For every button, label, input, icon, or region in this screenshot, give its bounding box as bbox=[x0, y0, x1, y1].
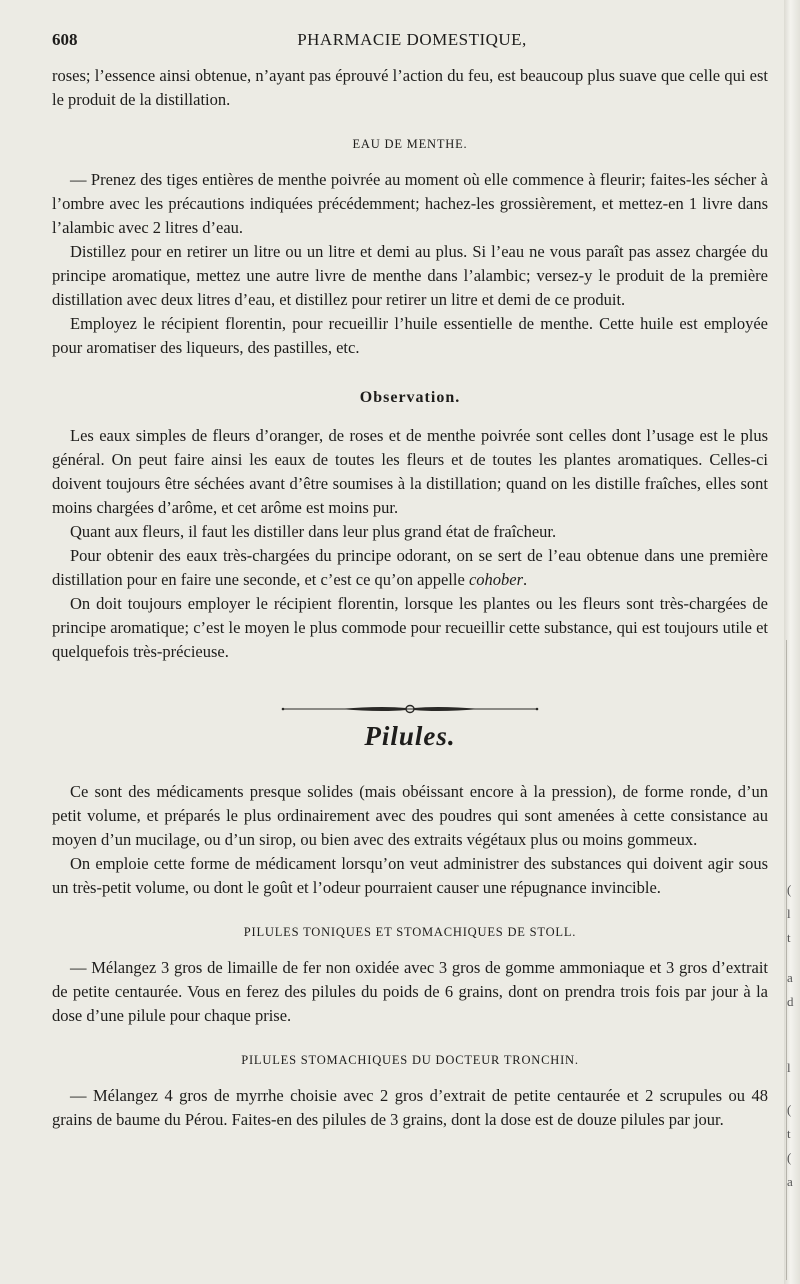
paragraph-distillez: Distillez pour en retirer un litre ou un litre et demi au plus. Si l’eau ne vous paraît pas assez chargée du principe aromatique, mettez une autre livre de menthe dans l’alambic; versez-y le produit de la première distillation avec deux litres d’eau, et distillez pour retirer un litre et demi de ce produit. bbox=[52, 242, 768, 309]
heading-eau-de-menthe: EAU DE MENTHE. bbox=[352, 137, 468, 151]
running-head: PHARMACIE DOMESTIQUE, bbox=[297, 30, 527, 49]
ornamental-rule-graphic bbox=[280, 703, 540, 715]
margin-fragment: l bbox=[787, 1060, 791, 1075]
page-header bbox=[52, 30, 772, 58]
margin-fragment: t bbox=[787, 1126, 791, 1141]
heading-observation: Observation. bbox=[359, 389, 461, 406]
ornamental-rule bbox=[52, 698, 768, 710]
margin-fragment: t bbox=[787, 930, 791, 945]
margin-fragment: l bbox=[787, 906, 791, 921]
paragraph-cohober bbox=[52, 544, 768, 592]
paragraph-roses: roses; l’essence ainsi obtenue, n’ayant pas éprouvé l’action du feu, est beaucoup plus suave que celle qui est le produit de la distillation. bbox=[52, 66, 768, 109]
paragraph-emploi-pilules: On emploie cette forme de médicament lorsqu’on veut administrer des substances qui doivent agir sous un très-petit volume, ou dont le goût et l’odeur pourraient causer une répugnance invincible. bbox=[52, 854, 768, 897]
paragraph-employez: Employez le récipient florentin, pour recueillir l’huile essentielle de menthe. Cette huile est employée pour aromatiser des liqueurs, des pastilles, etc. bbox=[52, 314, 768, 357]
cohober-text-before: Pour obtenir des eaux très-chargées du principe odorant, on se sert de l’eau obtenue dans une première distillation pour en faire une seconde, et c’est ce qu’on appelle bbox=[52, 546, 768, 589]
paragraph-recipient-florentin: On doit toujours employer le récipient florentin, lorsque les plantes ou les fleurs sont très-chargées de principe aromatique; c’est le moyen le plus commode pour recueillir cette substance, qui est toujours utile et quelquefois très-précieuse. bbox=[52, 594, 768, 661]
paragraph-eaux-simples: Les eaux simples de fleurs d’oranger, de roses et de menthe poivrée sont celles dont l’usage est le plus général. On peut faire ainsi les eaux de toutes les fleurs et de toutes les plantes aromatiques. Celles-ci doivent toujours être séchées avant d’être soumises à la distillation; quand on les distille fraîches, elles sont moins chargées d’arôme, et cet arôme est moins pur. bbox=[52, 426, 768, 517]
page-number: 608 bbox=[52, 30, 78, 49]
paragraph-recette-stoll: — Mélangez 3 gros de limaille de fer non oxidée avec 3 gros de gomme ammoniaque et 3 gros d’extrait de petite centaurée. Vous en ferez des pilules du poids de 6 grains, dont on prendra trois fois par jour à la dose d’une pilule pour chaque prise. bbox=[52, 958, 768, 1025]
margin-fragment: a bbox=[787, 1174, 793, 1189]
margin-fragment: ( bbox=[787, 1102, 792, 1117]
margin-fragment: d bbox=[787, 994, 794, 1009]
paragraph-quant-aux-fleurs: Quant aux fleurs, il faut les distiller dans leur plus grand état de fraîcheur. bbox=[70, 522, 557, 541]
paragraph-prenez: — Prenez des tiges entières de menthe poivrée au moment où elle commence à fleurir; faites-les sécher à l’ombre avec les précautions indiquées précédemment; hachez-les grossièrement, et mettez-en 1 livre dans l’alambic avec 2 litres d’eau. bbox=[52, 170, 768, 237]
heading-pilules-tronchin: PILULES STOMACHIQUES DU DOCTEUR TRONCHIN. bbox=[241, 1053, 579, 1067]
heading-pilules-stoll: PILULES TONIQUES ET STOMACHIQUES DE STOLL. bbox=[243, 925, 577, 939]
heading-pilules: Pilules. bbox=[364, 721, 456, 751]
margin-fragment: ( bbox=[787, 1150, 792, 1165]
paragraph-definition-pilules: Ce sont des médicaments presque solides (mais obéissant encore à la pression), de forme ronde, d’un petit volume, et préparés le plus ordinairement avec des poudres qui sont amenées à cette consistance au moyen d’un mucilage, ou d’un sirop, ou bien avec des extraits végétaux plus ou moins gommeux. bbox=[52, 782, 768, 849]
cohober-text-after: . bbox=[523, 570, 528, 589]
paragraph-recette-tronchin: — Mélangez 4 gros de myrrhe choisie avec 2 gros d’extrait de petite centaurée et 2 scrupules ou 48 grains de baume du Pérou. Faites-en des pilules de 3 grains, dont la dose est de douze pilules par jour. bbox=[52, 1086, 768, 1129]
margin-fragment: ( bbox=[787, 882, 792, 897]
facing-page-fragments bbox=[784, 0, 798, 1284]
page-body bbox=[52, 64, 768, 1132]
margin-fragment: a bbox=[787, 970, 793, 985]
cohober-term: cohober bbox=[468, 570, 524, 589]
